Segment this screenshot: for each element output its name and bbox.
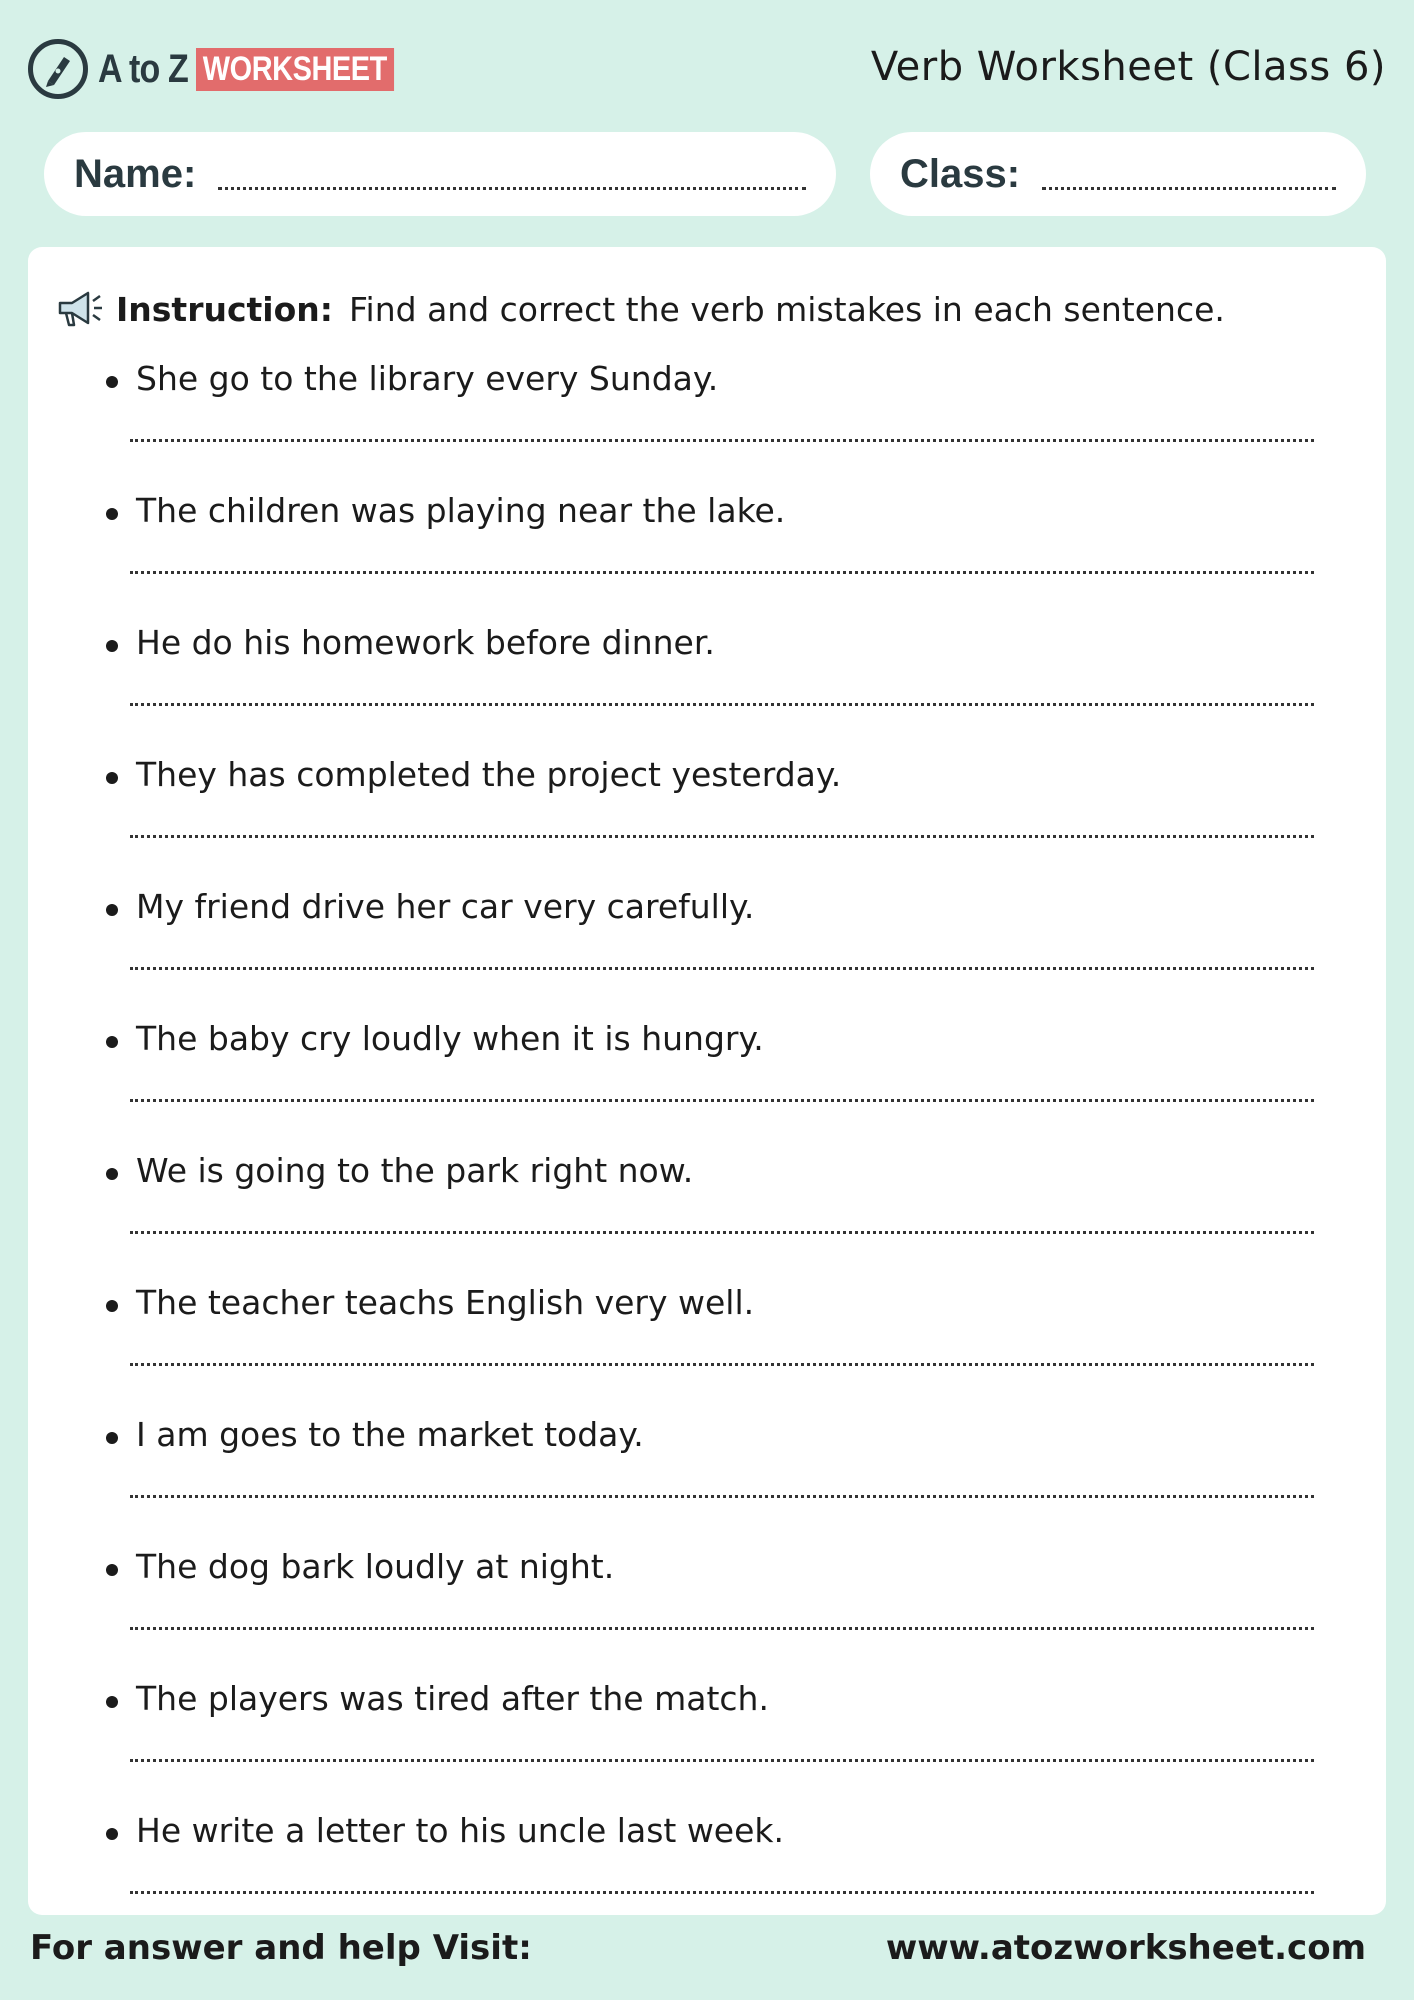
bullet-icon: [106, 1432, 118, 1444]
list-item: [102, 1283, 1314, 1415]
list-item: [102, 1019, 1314, 1151]
answer-line[interactable]: [130, 571, 1314, 574]
bullet-icon: [106, 508, 118, 520]
answer-line[interactable]: [130, 967, 1314, 970]
question-text: The children was playing near the lake.: [136, 491, 786, 530]
answer-line[interactable]: [130, 1891, 1314, 1894]
list-item: [102, 1811, 1314, 1943]
logo-badge: WORKSHEET: [196, 48, 394, 91]
bullet-icon: [106, 1168, 118, 1180]
bullet-icon: [106, 904, 118, 916]
question-text: The teacher teachs English very well.: [136, 1283, 755, 1322]
bullet-icon: [106, 772, 118, 784]
list-item: [102, 623, 1314, 755]
instruction-text: Find and correct the verb mistakes in each sentence.: [348, 289, 1225, 329]
question-text: The baby cry loudly when it is hungry.: [136, 1019, 764, 1058]
class-field[interactable]: [870, 132, 1366, 216]
name-field[interactable]: [44, 132, 836, 216]
bullet-icon: [106, 1564, 118, 1576]
list-item: [102, 1547, 1314, 1679]
list-item: [102, 491, 1314, 623]
logo-text: A to Z: [98, 46, 188, 91]
answer-line[interactable]: [130, 1363, 1314, 1366]
bullet-icon: [106, 1300, 118, 1312]
question-text: He write a letter to his uncle last week.: [136, 1811, 785, 1850]
bullet-icon: [106, 1828, 118, 1840]
list-item: [102, 887, 1314, 1019]
list-item: [102, 1415, 1314, 1547]
list-item: [102, 1151, 1314, 1283]
answer-line[interactable]: [130, 1231, 1314, 1234]
name-answer-line[interactable]: [218, 187, 806, 190]
answer-line[interactable]: [130, 703, 1314, 706]
class-label: Class:: [900, 151, 1021, 196]
brand-logo[interactable]: [28, 36, 428, 102]
class-answer-line[interactable]: [1042, 187, 1336, 190]
answer-line[interactable]: [130, 439, 1314, 442]
answer-line[interactable]: [130, 1099, 1314, 1102]
pen-nib-icon: [28, 39, 88, 99]
footer-website-link[interactable]: www.atozworksheet.com: [885, 1928, 1366, 1968]
name-label: Name:: [74, 151, 197, 196]
answer-line[interactable]: [130, 1627, 1314, 1630]
question-text: I am goes to the market today.: [136, 1415, 644, 1454]
worksheet-card: [28, 247, 1386, 1915]
bullet-icon: [106, 640, 118, 652]
question-text: We is going to the park right now.: [136, 1151, 694, 1190]
answer-line[interactable]: [130, 1495, 1314, 1498]
question-text: My friend drive her car very carefully.: [136, 887, 755, 926]
question-text: She go to the library every Sunday.: [136, 359, 719, 398]
worksheet-title: Verb Worksheet (Class 6): [870, 44, 1386, 90]
instruction: [54, 287, 1225, 331]
question-list: [102, 359, 1314, 1943]
question-text: They has completed the project yesterday.: [136, 755, 842, 794]
list-item: [102, 1679, 1314, 1811]
question-text: He do his homework before dinner.: [136, 623, 715, 662]
bullet-icon: [106, 376, 118, 388]
answer-line[interactable]: [130, 1759, 1314, 1762]
bullet-icon: [106, 1696, 118, 1708]
instruction-label: Instruction:: [116, 289, 333, 329]
answer-line[interactable]: [130, 835, 1314, 838]
megaphone-icon: [54, 287, 104, 331]
question-text: The dog bark loudly at night.: [136, 1547, 615, 1586]
list-item: [102, 359, 1314, 491]
bullet-icon: [106, 1036, 118, 1048]
list-item: [102, 755, 1314, 887]
question-text: The players was tired after the match.: [136, 1679, 769, 1718]
header: [28, 34, 1386, 104]
footer-help-text: For answer and help Visit:: [30, 1928, 532, 1968]
